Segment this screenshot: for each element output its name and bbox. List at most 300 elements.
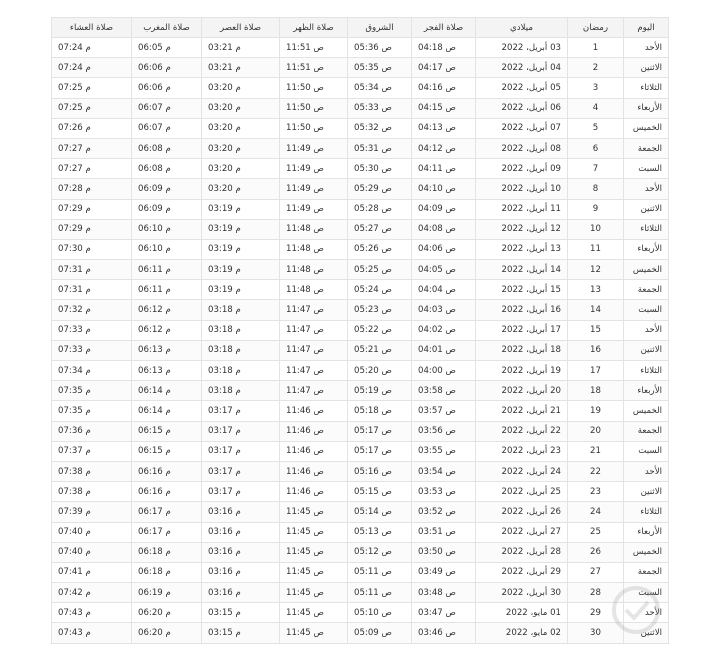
cell-dhuhr: 11:50 ص <box>280 78 348 98</box>
table-row <box>52 542 669 562</box>
cell-asr: 03:15 م <box>202 623 280 643</box>
cell-dhuhr: 11:50 ص <box>280 98 348 118</box>
cell-dhuhr: 11:49 ص <box>280 159 348 179</box>
cell-ramadan: 22 <box>568 461 624 481</box>
cell-dhuhr: 11:47 ص <box>280 381 348 401</box>
cell-dhuhr: 11:49 ص <box>280 179 348 199</box>
cell-sunrise: 05:29 ص <box>348 179 412 199</box>
cell-asr: 03:17 م <box>202 421 280 441</box>
cell-maghrib: 06:18 م <box>132 562 202 582</box>
table-row <box>52 179 669 199</box>
cell-isha: 07:26 م <box>52 118 132 138</box>
cell-day: الثلاثاء <box>624 502 669 522</box>
cell-sunrise: 05:33 ص <box>348 98 412 118</box>
cell-ramadan: 25 <box>568 522 624 542</box>
cell-isha: 07:43 م <box>52 623 132 643</box>
cell-day: الأحد <box>624 320 669 340</box>
cell-gregorian: 04 أبريل، 2022 <box>476 58 568 78</box>
cell-maghrib: 06:08 م <box>132 138 202 158</box>
cell-isha: 07:31 م <box>52 260 132 280</box>
cell-gregorian: 08 أبريل، 2022 <box>476 138 568 158</box>
table-row <box>52 361 669 381</box>
cell-sunrise: 05:22 ص <box>348 320 412 340</box>
cell-gregorian: 03 أبريل، 2022 <box>476 38 568 58</box>
cell-gregorian: 17 أبريل، 2022 <box>476 320 568 340</box>
cell-asr: 03:19 م <box>202 239 280 259</box>
cell-day: الاثنين <box>624 482 669 502</box>
cell-maghrib: 06:14 م <box>132 401 202 421</box>
cell-dhuhr: 11:46 ص <box>280 461 348 481</box>
cell-maghrib: 06:10 م <box>132 239 202 259</box>
cell-fajr: 04:04 ص <box>412 280 476 300</box>
cell-ramadan: 8 <box>568 179 624 199</box>
cell-fajr: 03:49 ص <box>412 562 476 582</box>
cell-isha: 07:31 م <box>52 280 132 300</box>
cell-ramadan: 26 <box>568 542 624 562</box>
cell-gregorian: 20 أبريل، 2022 <box>476 381 568 401</box>
cell-dhuhr: 11:45 ص <box>280 583 348 603</box>
table-row <box>52 239 669 259</box>
cell-sunrise: 05:23 ص <box>348 300 412 320</box>
cell-gregorian: 23 أبريل، 2022 <box>476 441 568 461</box>
cell-ramadan: 30 <box>568 623 624 643</box>
cell-isha: 07:36 م <box>52 421 132 441</box>
cell-asr: 03:21 م <box>202 58 280 78</box>
cell-day: الأحد <box>624 461 669 481</box>
cell-ramadan: 1 <box>568 38 624 58</box>
cell-dhuhr: 11:46 ص <box>280 482 348 502</box>
cell-fajr: 04:02 ص <box>412 320 476 340</box>
cell-fajr: 03:51 ص <box>412 522 476 542</box>
cell-day: الأحد <box>624 38 669 58</box>
cell-fajr: 04:03 ص <box>412 300 476 320</box>
cell-maghrib: 06:07 م <box>132 118 202 138</box>
table-row <box>52 159 669 179</box>
cell-fajr: 04:01 ص <box>412 340 476 360</box>
cell-ramadan: 21 <box>568 441 624 461</box>
cell-ramadan: 27 <box>568 562 624 582</box>
cell-day: السبت <box>624 583 669 603</box>
cell-ramadan: 20 <box>568 421 624 441</box>
cell-dhuhr: 11:45 ص <box>280 603 348 623</box>
cell-asr: 03:16 م <box>202 522 280 542</box>
cell-gregorian: 14 أبريل، 2022 <box>476 260 568 280</box>
cell-day: الاثنين <box>624 58 669 78</box>
cell-sunrise: 05:31 ص <box>348 138 412 158</box>
cell-gregorian: 30 أبريل، 2022 <box>476 583 568 603</box>
cell-day: الثلاثاء <box>624 78 669 98</box>
cell-isha: 07:38 م <box>52 482 132 502</box>
cell-sunrise: 05:34 ص <box>348 78 412 98</box>
table-row <box>52 562 669 582</box>
cell-fajr: 04:12 ص <box>412 138 476 158</box>
header-dhuhr: صلاة الظهر <box>280 18 348 38</box>
table-row <box>52 58 669 78</box>
cell-maghrib: 06:18 م <box>132 542 202 562</box>
cell-maghrib: 06:17 م <box>132 522 202 542</box>
cell-day: الأحد <box>624 603 669 623</box>
cell-day: الاثنين <box>624 623 669 643</box>
table-row <box>52 461 669 481</box>
cell-maghrib: 06:07 م <box>132 98 202 118</box>
cell-isha: 07:29 م <box>52 219 132 239</box>
cell-ramadan: 9 <box>568 199 624 219</box>
table-row <box>52 98 669 118</box>
cell-dhuhr: 11:48 ص <box>280 239 348 259</box>
cell-isha: 07:38 م <box>52 461 132 481</box>
cell-fajr: 03:58 ص <box>412 381 476 401</box>
cell-isha: 07:33 م <box>52 340 132 360</box>
cell-isha: 07:32 م <box>52 300 132 320</box>
cell-ramadan: 12 <box>568 260 624 280</box>
cell-isha: 07:40 م <box>52 542 132 562</box>
cell-dhuhr: 11:45 ص <box>280 522 348 542</box>
cell-day: الأحد <box>624 179 669 199</box>
cell-day: الخميس <box>624 260 669 280</box>
cell-asr: 03:18 م <box>202 320 280 340</box>
cell-gregorian: 21 أبريل، 2022 <box>476 401 568 421</box>
cell-gregorian: 26 أبريل، 2022 <box>476 502 568 522</box>
cell-ramadan: 17 <box>568 361 624 381</box>
cell-ramadan: 18 <box>568 381 624 401</box>
cell-sunrise: 05:10 ص <box>348 603 412 623</box>
cell-isha: 07:28 م <box>52 179 132 199</box>
cell-maghrib: 06:16 م <box>132 461 202 481</box>
header-maghrib: صلاة المغرب <box>132 18 202 38</box>
cell-isha: 07:34 م <box>52 361 132 381</box>
cell-ramadan: 24 <box>568 502 624 522</box>
cell-day: الاثنين <box>624 340 669 360</box>
cell-gregorian: 25 أبريل، 2022 <box>476 482 568 502</box>
cell-sunrise: 05:24 ص <box>348 280 412 300</box>
prayer-times-table <box>51 17 669 644</box>
watermark-logo-icon <box>606 580 666 640</box>
cell-fajr: 04:08 ص <box>412 219 476 239</box>
table-header-row <box>52 18 669 38</box>
cell-day: الجمعة <box>624 280 669 300</box>
cell-isha: 07:33 م <box>52 320 132 340</box>
cell-gregorian: 13 أبريل، 2022 <box>476 239 568 259</box>
cell-dhuhr: 11:45 ص <box>280 542 348 562</box>
cell-isha: 07:35 م <box>52 401 132 421</box>
cell-sunrise: 05:17 ص <box>348 421 412 441</box>
cell-sunrise: 05:36 ص <box>348 38 412 58</box>
cell-isha: 07:30 م <box>52 239 132 259</box>
header-asr: صلاة العصر <box>202 18 280 38</box>
cell-ramadan: 4 <box>568 98 624 118</box>
cell-asr: 03:19 م <box>202 199 280 219</box>
cell-dhuhr: 11:47 ص <box>280 320 348 340</box>
table-row <box>52 300 669 320</box>
cell-maghrib: 06:10 م <box>132 219 202 239</box>
cell-asr: 03:17 م <box>202 441 280 461</box>
cell-sunrise: 05:28 ص <box>348 199 412 219</box>
cell-gregorian: 01 مايو، 2022 <box>476 603 568 623</box>
cell-gregorian: 09 أبريل، 2022 <box>476 159 568 179</box>
cell-asr: 03:19 م <box>202 219 280 239</box>
cell-sunrise: 05:21 ص <box>348 340 412 360</box>
cell-sunrise: 05:20 ص <box>348 361 412 381</box>
cell-asr: 03:18 م <box>202 361 280 381</box>
cell-gregorian: 07 أبريل، 2022 <box>476 118 568 138</box>
cell-day: الخميس <box>624 118 669 138</box>
cell-fajr: 03:46 ص <box>412 623 476 643</box>
cell-dhuhr: 11:47 ص <box>280 340 348 360</box>
cell-isha: 07:24 م <box>52 58 132 78</box>
cell-dhuhr: 11:48 ص <box>280 280 348 300</box>
cell-isha: 07:39 م <box>52 502 132 522</box>
table-row <box>52 522 669 542</box>
cell-asr: 03:20 م <box>202 118 280 138</box>
cell-dhuhr: 11:45 ص <box>280 502 348 522</box>
cell-fajr: 04:16 ص <box>412 78 476 98</box>
cell-day: السبت <box>624 159 669 179</box>
table-row <box>52 118 669 138</box>
cell-sunrise: 05:17 ص <box>348 441 412 461</box>
cell-day: الجمعة <box>624 138 669 158</box>
cell-day: الأربعاء <box>624 381 669 401</box>
cell-asr: 03:20 م <box>202 78 280 98</box>
table-row <box>52 623 669 643</box>
cell-gregorian: 29 أبريل، 2022 <box>476 562 568 582</box>
cell-sunrise: 05:25 ص <box>348 260 412 280</box>
cell-maghrib: 06:12 م <box>132 320 202 340</box>
cell-ramadan: 11 <box>568 239 624 259</box>
cell-isha: 07:41 م <box>52 562 132 582</box>
cell-day: السبت <box>624 300 669 320</box>
table-row <box>52 421 669 441</box>
cell-sunrise: 05:27 ص <box>348 219 412 239</box>
cell-fajr: 04:10 ص <box>412 179 476 199</box>
cell-isha: 07:29 م <box>52 199 132 219</box>
cell-gregorian: 15 أبريل، 2022 <box>476 280 568 300</box>
header-gregorian: ميلادي <box>476 18 568 38</box>
cell-ramadan: 28 <box>568 583 624 603</box>
cell-asr: 03:18 م <box>202 381 280 401</box>
cell-asr: 03:20 م <box>202 138 280 158</box>
cell-asr: 03:16 م <box>202 502 280 522</box>
cell-sunrise: 05:11 ص <box>348 562 412 582</box>
cell-day: الأربعاء <box>624 98 669 118</box>
cell-gregorian: 12 أبريل، 2022 <box>476 219 568 239</box>
cell-maghrib: 06:19 م <box>132 583 202 603</box>
cell-dhuhr: 11:46 ص <box>280 441 348 461</box>
cell-maghrib: 06:06 م <box>132 78 202 98</box>
cell-asr: 03:21 م <box>202 38 280 58</box>
table-row <box>52 502 669 522</box>
table-row <box>52 78 669 98</box>
cell-dhuhr: 11:50 ص <box>280 118 348 138</box>
table-row <box>52 38 669 58</box>
header-sunrise: الشروق <box>348 18 412 38</box>
table-row <box>52 603 669 623</box>
cell-fajr: 03:47 ص <box>412 603 476 623</box>
cell-ramadan: 13 <box>568 280 624 300</box>
cell-fajr: 04:09 ص <box>412 199 476 219</box>
cell-maghrib: 06:12 م <box>132 300 202 320</box>
cell-asr: 03:20 م <box>202 159 280 179</box>
cell-isha: 07:43 م <box>52 603 132 623</box>
cell-maghrib: 06:11 م <box>132 280 202 300</box>
cell-asr: 03:15 م <box>202 603 280 623</box>
cell-dhuhr: 11:51 ص <box>280 38 348 58</box>
cell-gregorian: 28 أبريل، 2022 <box>476 542 568 562</box>
cell-dhuhr: 11:47 ص <box>280 300 348 320</box>
cell-maghrib: 06:09 م <box>132 179 202 199</box>
cell-sunrise: 05:13 ص <box>348 522 412 542</box>
cell-maghrib: 06:08 م <box>132 159 202 179</box>
cell-day: الأربعاء <box>624 522 669 542</box>
cell-isha: 07:37 م <box>52 441 132 461</box>
cell-ramadan: 23 <box>568 482 624 502</box>
table-row <box>52 219 669 239</box>
cell-ramadan: 10 <box>568 219 624 239</box>
table-row <box>52 583 669 603</box>
cell-gregorian: 06 أبريل، 2022 <box>476 98 568 118</box>
cell-asr: 03:16 م <box>202 562 280 582</box>
cell-sunrise: 05:12 ص <box>348 542 412 562</box>
cell-fajr: 04:18 ص <box>412 38 476 58</box>
cell-maghrib: 06:16 م <box>132 482 202 502</box>
cell-gregorian: 24 أبريل، 2022 <box>476 461 568 481</box>
cell-gregorian: 27 أبريل، 2022 <box>476 522 568 542</box>
table-row <box>52 401 669 421</box>
cell-gregorian: 19 أبريل، 2022 <box>476 361 568 381</box>
cell-maghrib: 06:20 م <box>132 603 202 623</box>
cell-day: الخميس <box>624 401 669 421</box>
cell-fajr: 04:05 ص <box>412 260 476 280</box>
cell-sunrise: 05:32 ص <box>348 118 412 138</box>
cell-isha: 07:27 م <box>52 138 132 158</box>
cell-sunrise: 05:11 ص <box>348 583 412 603</box>
cell-isha: 07:35 م <box>52 381 132 401</box>
cell-fajr: 03:53 ص <box>412 482 476 502</box>
cell-gregorian: 02 مايو، 2022 <box>476 623 568 643</box>
cell-asr: 03:18 م <box>202 300 280 320</box>
header-ramadan: رمضان <box>568 18 624 38</box>
cell-isha: 07:27 م <box>52 159 132 179</box>
cell-gregorian: 16 أبريل، 2022 <box>476 300 568 320</box>
cell-dhuhr: 11:47 ص <box>280 361 348 381</box>
header-fajr: صلاة الفجر <box>412 18 476 38</box>
cell-day: الاثنين <box>624 199 669 219</box>
cell-fajr: 03:50 ص <box>412 542 476 562</box>
table-row <box>52 260 669 280</box>
cell-sunrise: 05:09 ص <box>348 623 412 643</box>
cell-maghrib: 06:15 م <box>132 421 202 441</box>
cell-day: الجمعة <box>624 562 669 582</box>
cell-fajr: 04:00 ص <box>412 361 476 381</box>
cell-maghrib: 06:11 م <box>132 260 202 280</box>
cell-maghrib: 06:05 م <box>132 38 202 58</box>
cell-asr: 03:17 م <box>202 482 280 502</box>
cell-day: الثلاثاء <box>624 219 669 239</box>
header-day: اليوم <box>624 18 669 38</box>
cell-fajr: 03:56 ص <box>412 421 476 441</box>
cell-day: الخميس <box>624 542 669 562</box>
cell-day: الثلاثاء <box>624 361 669 381</box>
table-row <box>52 482 669 502</box>
cell-fajr: 03:54 ص <box>412 461 476 481</box>
cell-maghrib: 06:14 م <box>132 381 202 401</box>
cell-dhuhr: 11:46 ص <box>280 421 348 441</box>
cell-isha: 07:25 م <box>52 78 132 98</box>
cell-gregorian: 22 أبريل، 2022 <box>476 421 568 441</box>
cell-maghrib: 06:09 م <box>132 199 202 219</box>
cell-fajr: 03:52 ص <box>412 502 476 522</box>
cell-sunrise: 05:18 ص <box>348 401 412 421</box>
cell-asr: 03:17 م <box>202 401 280 421</box>
cell-day: الجمعة <box>624 421 669 441</box>
cell-maghrib: 06:06 م <box>132 58 202 78</box>
table-row <box>52 280 669 300</box>
cell-fajr: 03:48 ص <box>412 583 476 603</box>
cell-dhuhr: 11:49 ص <box>280 138 348 158</box>
cell-sunrise: 05:14 ص <box>348 502 412 522</box>
cell-dhuhr: 11:46 ص <box>280 401 348 421</box>
cell-asr: 03:17 م <box>202 461 280 481</box>
cell-ramadan: 29 <box>568 603 624 623</box>
cell-day: السبت <box>624 441 669 461</box>
cell-sunrise: 05:16 ص <box>348 461 412 481</box>
cell-asr: 03:18 م <box>202 340 280 360</box>
cell-day: الأربعاء <box>624 239 669 259</box>
cell-isha: 07:42 م <box>52 583 132 603</box>
table-row <box>52 138 669 158</box>
table-row <box>52 199 669 219</box>
cell-maghrib: 06:15 م <box>132 441 202 461</box>
cell-maghrib: 06:20 م <box>132 623 202 643</box>
cell-isha: 07:25 م <box>52 98 132 118</box>
cell-ramadan: 16 <box>568 340 624 360</box>
table-row <box>52 381 669 401</box>
cell-ramadan: 19 <box>568 401 624 421</box>
table-row <box>52 320 669 340</box>
cell-sunrise: 05:15 ص <box>348 482 412 502</box>
cell-ramadan: 7 <box>568 159 624 179</box>
cell-asr: 03:20 م <box>202 179 280 199</box>
cell-gregorian: 18 أبريل، 2022 <box>476 340 568 360</box>
cell-fajr: 03:57 ص <box>412 401 476 421</box>
cell-isha: 07:24 م <box>52 38 132 58</box>
cell-asr: 03:19 م <box>202 260 280 280</box>
cell-gregorian: 05 أبريل، 2022 <box>476 78 568 98</box>
cell-dhuhr: 11:48 ص <box>280 260 348 280</box>
cell-fajr: 04:17 ص <box>412 58 476 78</box>
header-isha: صلاة العشاء <box>52 18 132 38</box>
cell-maghrib: 06:13 م <box>132 340 202 360</box>
cell-asr: 03:19 م <box>202 280 280 300</box>
cell-asr: 03:20 م <box>202 98 280 118</box>
cell-ramadan: 2 <box>568 58 624 78</box>
cell-sunrise: 05:19 ص <box>348 381 412 401</box>
cell-fajr: 04:15 ص <box>412 98 476 118</box>
cell-sunrise: 05:35 ص <box>348 58 412 78</box>
cell-dhuhr: 11:48 ص <box>280 219 348 239</box>
cell-fajr: 04:06 ص <box>412 239 476 259</box>
cell-fajr: 03:55 ص <box>412 441 476 461</box>
cell-fajr: 04:11 ص <box>412 159 476 179</box>
cell-dhuhr: 11:51 ص <box>280 58 348 78</box>
cell-sunrise: 05:26 ص <box>348 239 412 259</box>
cell-asr: 03:16 م <box>202 542 280 562</box>
cell-ramadan: 5 <box>568 118 624 138</box>
table-row <box>52 340 669 360</box>
cell-isha: 07:40 م <box>52 522 132 542</box>
cell-gregorian: 10 أبريل، 2022 <box>476 179 568 199</box>
cell-ramadan: 6 <box>568 138 624 158</box>
cell-ramadan: 15 <box>568 320 624 340</box>
